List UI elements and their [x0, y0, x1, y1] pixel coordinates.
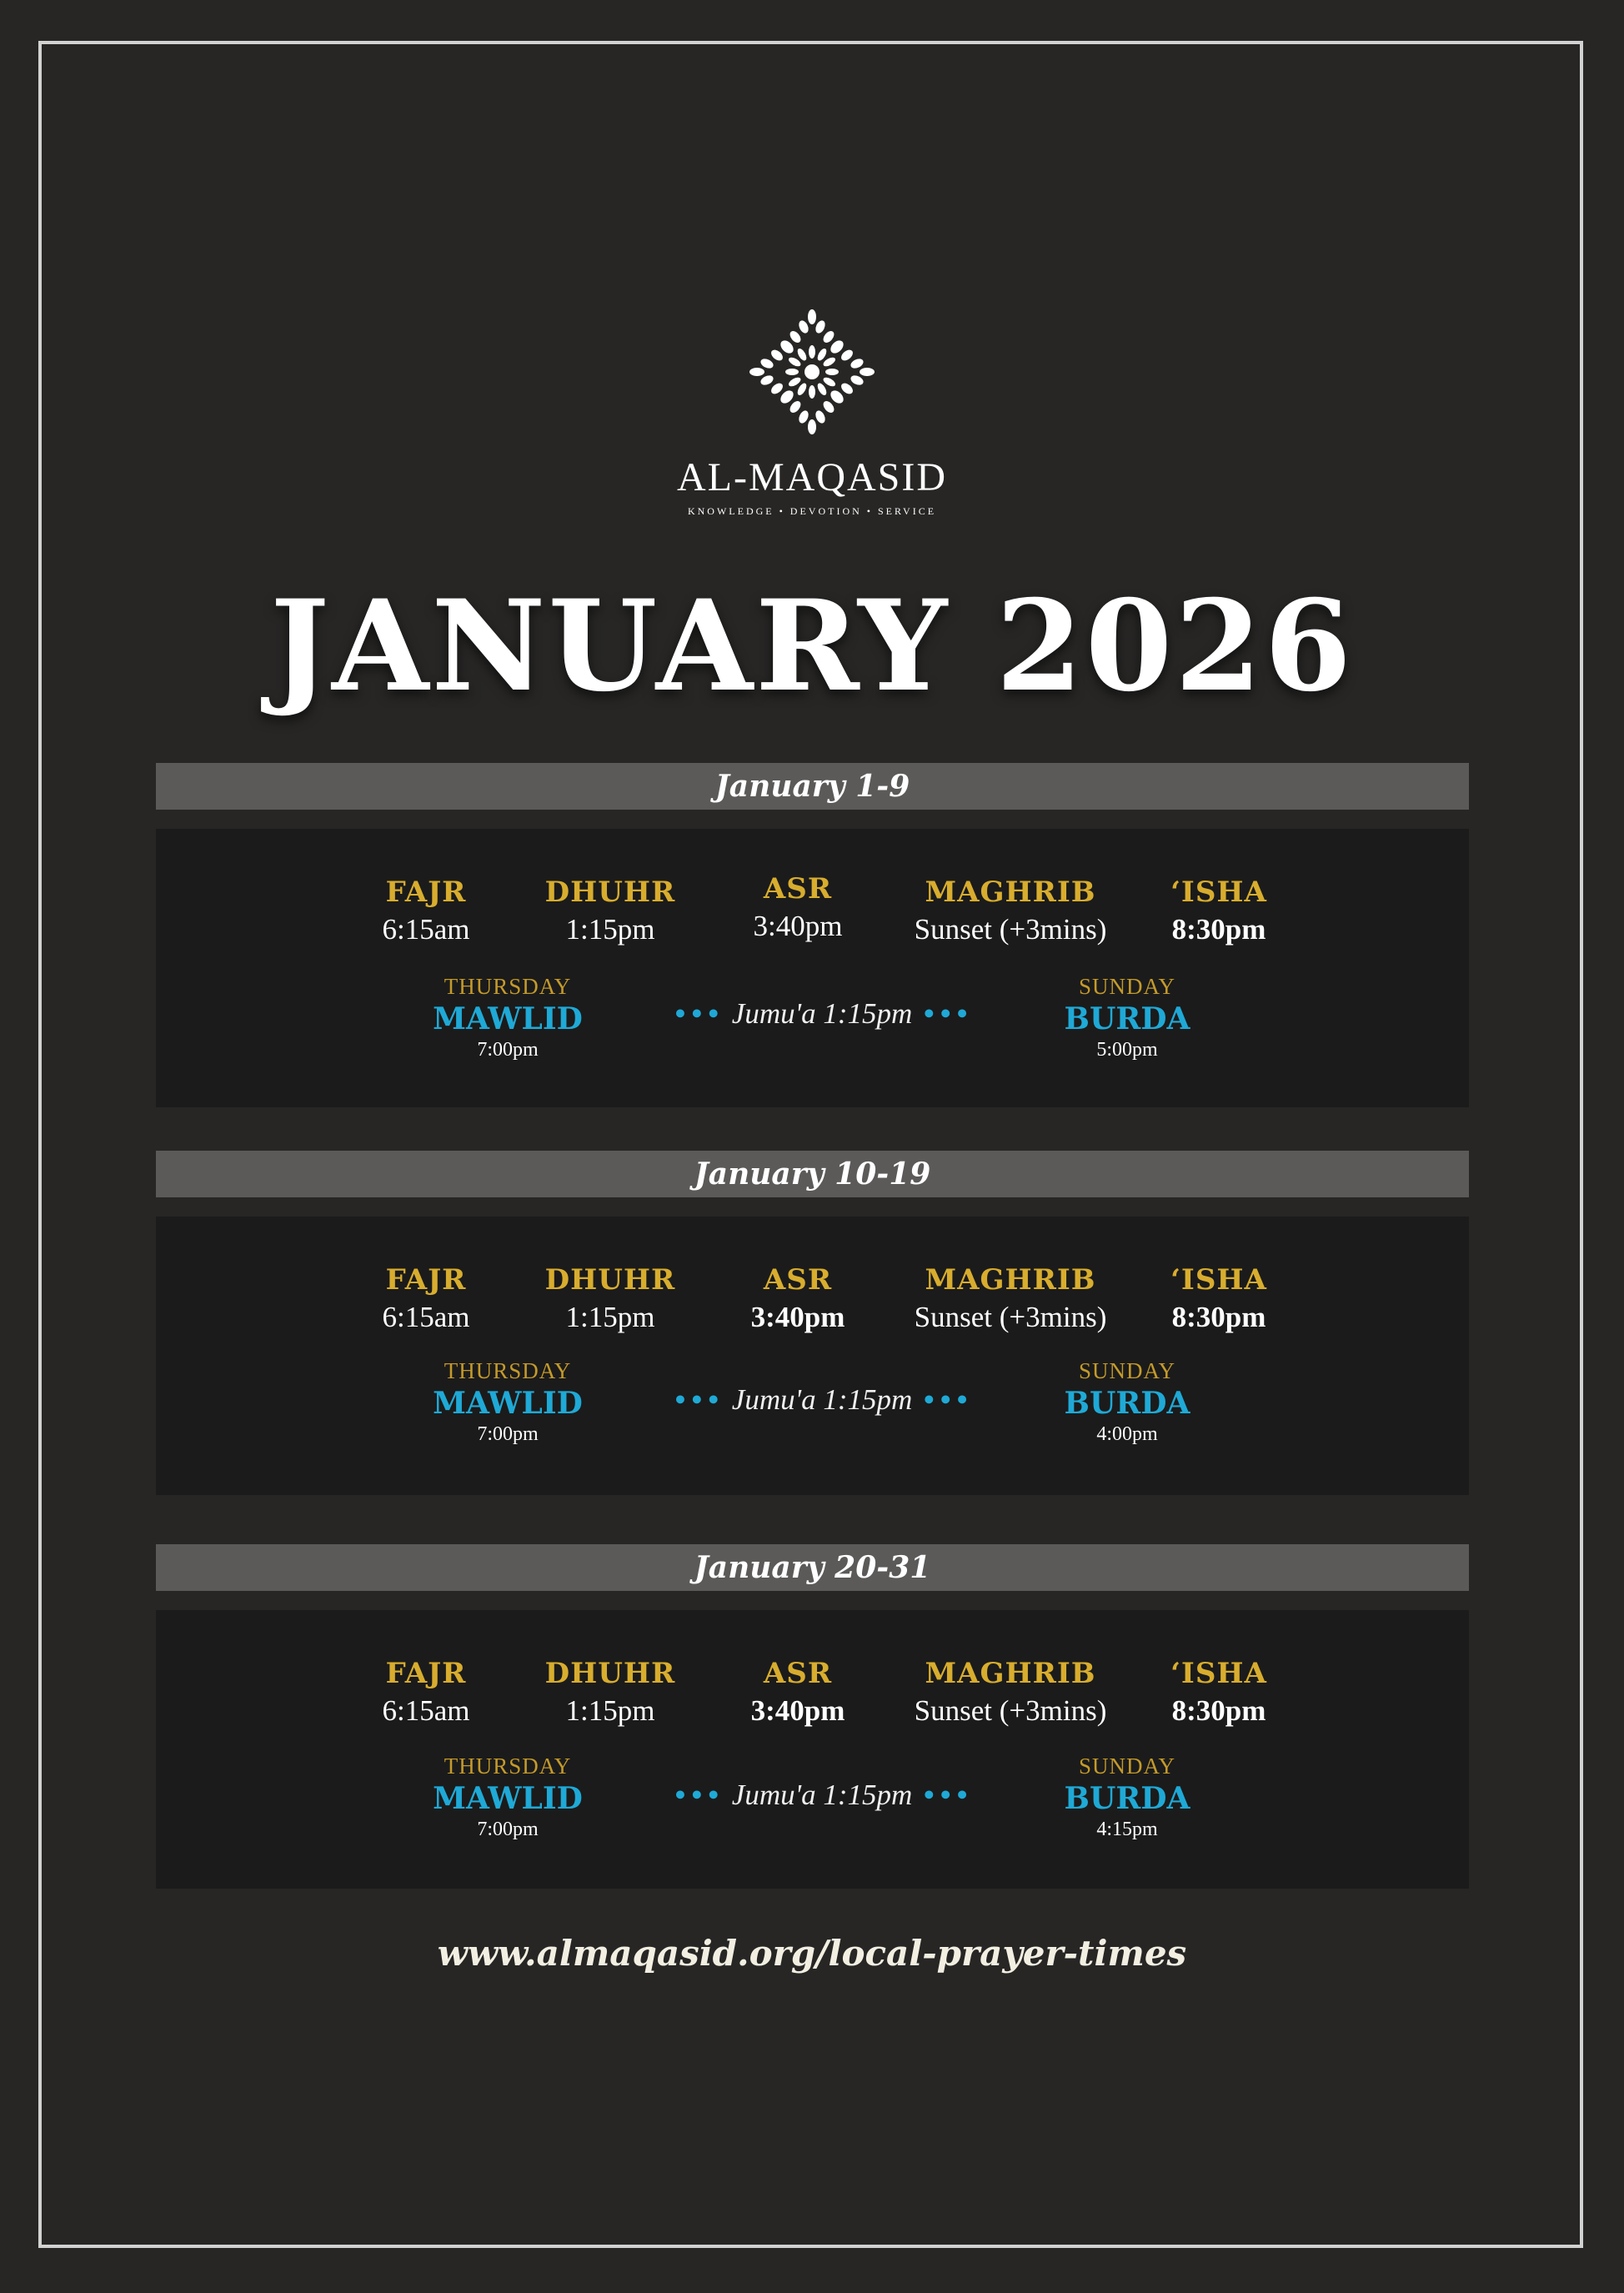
prayer-asr — [681, 1655, 915, 1730]
prayer-isha — [1102, 1262, 1336, 1337]
dots-right-icon: ••• — [921, 1386, 972, 1414]
jumua-time: Jumu'a 1:15pm — [731, 997, 913, 1030]
event-day: SUNDAY — [1078, 1754, 1176, 1779]
prayer-time: 3:40pm — [750, 1301, 845, 1333]
prayer-time: 8:30pm — [1171, 1301, 1266, 1333]
prayer-name: FAJR — [385, 1263, 467, 1297]
section-header-jan-20-31: January 20-31 — [156, 1544, 1469, 1591]
prayer-time: Sunset (+3mins) — [914, 1301, 1107, 1333]
prayer-maghrib — [894, 874, 1127, 949]
prayer-isha — [1102, 1655, 1336, 1730]
event-time: 5:00pm — [1096, 1039, 1158, 1061]
dots-left-icon: ••• — [673, 1781, 723, 1809]
jumua-line — [673, 1779, 972, 1812]
prayer-name: ASR — [763, 1657, 833, 1690]
prayer-time: 6:15am — [382, 1694, 470, 1727]
event-name: MAWLID — [433, 1001, 583, 1036]
brand-name: AL-MAQASID — [677, 455, 947, 499]
prayer-name: FAJR — [385, 876, 467, 909]
event-day: THURSDAY — [444, 974, 572, 999]
schedule-panel-jan-10-19 — [156, 1217, 1469, 1495]
event-time: 4:15pm — [1096, 1819, 1158, 1840]
prayer-asr — [681, 871, 915, 946]
dots-left-icon: ••• — [673, 1386, 723, 1414]
jumua-time: Jumu'a 1:15pm — [731, 1779, 913, 1811]
event-mawlid — [374, 1357, 641, 1447]
event-time: 7:00pm — [477, 1423, 539, 1445]
event-mawlid — [374, 1752, 641, 1842]
event-day: THURSDAY — [444, 1754, 572, 1779]
event-name: BURDA — [1064, 1386, 1190, 1421]
prayer-time: 6:15am — [382, 913, 470, 946]
prayer-time: 3:40pm — [753, 910, 843, 942]
event-burda — [994, 972, 1261, 1062]
prayer-maghrib — [894, 1655, 1127, 1730]
prayer-name: ASR — [763, 1263, 833, 1297]
prayer-name: DHUHR — [544, 1263, 676, 1297]
prayer-time: 3:40pm — [750, 1694, 845, 1727]
prayer-time: 1:15pm — [565, 1301, 655, 1333]
prayer-name: MAGHRIB — [925, 876, 1096, 909]
event-name: MAWLID — [433, 1386, 583, 1421]
prayer-asr — [681, 1262, 915, 1337]
section-header-jan-1-9: January 1-9 — [156, 763, 1469, 810]
event-mawlid — [374, 972, 641, 1062]
prayer-time: Sunset (+3mins) — [914, 1694, 1107, 1727]
prayer-maghrib — [894, 1262, 1127, 1337]
prayer-name: ‘ISHA — [1170, 1263, 1267, 1297]
prayer-time: Sunset (+3mins) — [914, 913, 1107, 946]
event-day: SUNDAY — [1078, 974, 1176, 999]
event-name: BURDA — [1064, 1001, 1190, 1036]
prayer-name: ‘ISHA — [1170, 876, 1267, 909]
section-header-jan-10-19: January 10-19 — [156, 1151, 1469, 1197]
event-name: MAWLID — [433, 1781, 583, 1816]
dots-right-icon: ••• — [921, 1781, 972, 1809]
prayer-name: MAGHRIB — [925, 1657, 1096, 1690]
jumua-line — [673, 997, 972, 1031]
prayer-time: 1:15pm — [565, 913, 655, 946]
prayer-time: 1:15pm — [565, 1694, 655, 1727]
event-day: THURSDAY — [444, 1358, 572, 1383]
event-name: BURDA — [1064, 1781, 1190, 1816]
prayer-name: FAJR — [385, 1657, 467, 1690]
prayer-time: 6:15am — [382, 1301, 470, 1333]
prayer-time: 8:30pm — [1171, 1694, 1266, 1727]
schedule-panel-jan-1-9 — [156, 829, 1469, 1107]
prayer-name: MAGHRIB — [925, 1263, 1096, 1297]
website-link[interactable]: www.almaqasid.org/local-prayer-times — [437, 1933, 1187, 1974]
event-time: 7:00pm — [477, 1819, 539, 1840]
brand-tagline: KNOWLEDGE • DEVOTION • SERVICE — [687, 505, 937, 517]
jumua-line — [673, 1383, 972, 1417]
event-burda — [994, 1357, 1261, 1447]
page-title: JANUARY 2026 — [270, 573, 1354, 720]
al-maqasid-logo-icon — [745, 305, 879, 439]
prayer-name: ASR — [763, 872, 833, 906]
event-time: 7:00pm — [477, 1039, 539, 1061]
event-day: SUNDAY — [1078, 1358, 1176, 1383]
dots-right-icon: ••• — [921, 1000, 972, 1028]
prayer-name: DHUHR — [544, 1657, 676, 1690]
event-burda — [994, 1752, 1261, 1842]
event-time: 4:00pm — [1096, 1423, 1158, 1445]
dots-left-icon: ••• — [673, 1000, 723, 1028]
jumua-time: Jumu'a 1:15pm — [731, 1383, 913, 1416]
prayer-name: ‘ISHA — [1170, 1657, 1267, 1690]
prayer-name: DHUHR — [544, 876, 676, 909]
prayer-time: 8:30pm — [1171, 913, 1266, 946]
prayer-isha — [1102, 874, 1336, 949]
schedule-panel-jan-20-31 — [156, 1610, 1469, 1889]
